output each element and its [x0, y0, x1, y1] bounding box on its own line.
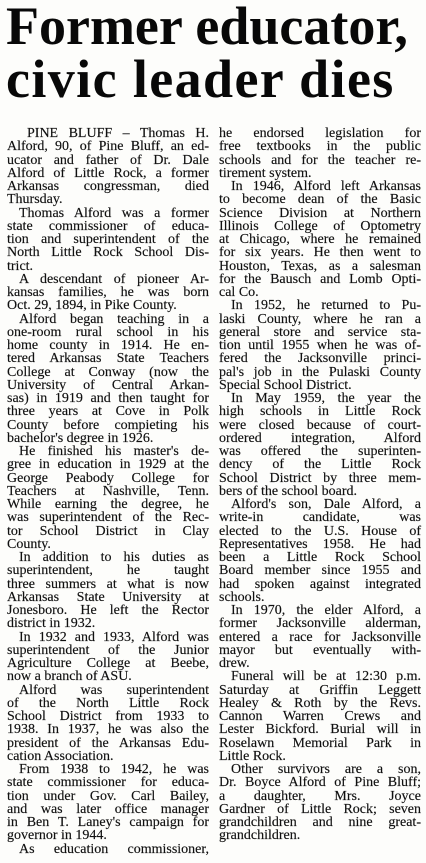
- text-line: former Jacksonville alderman,: [219, 616, 421, 632]
- text-line: Alford, 90, of Pine Bluff, an ed-: [7, 139, 209, 155]
- text-line: tor School District in Clay: [7, 523, 209, 539]
- text-line: In 1952, he returned to Pu-: [231, 298, 421, 314]
- text-line: Little Rock.: [219, 748, 286, 764]
- text-line: for six years. He then went to: [219, 245, 421, 261]
- text-line: Alford was superintendent: [19, 682, 209, 698]
- text-line: three years at Cove in Polk: [7, 404, 209, 420]
- article-column-left: [7, 127, 209, 856]
- text-line: PINE BLUFF – Thomas H.: [27, 126, 209, 141]
- text-line: Saturday at Griffin Leggett: [219, 682, 421, 698]
- text-line: In 1946, Alford left Arkansas: [231, 179, 421, 194]
- text-line: three summers at what is now: [7, 576, 209, 592]
- text-line: superintendent of the Junior: [7, 642, 209, 658]
- text-line: grandchildren.: [219, 828, 301, 844]
- text-line: College at Conway (now the: [7, 364, 209, 380]
- text-line: high schools in Little Rock: [219, 404, 421, 420]
- text-line: tered Arkansas State Teachers: [7, 351, 209, 367]
- text-line: he endorsed legislation for: [219, 126, 421, 141]
- text-line: district in 1932.: [7, 616, 96, 632]
- text-line: In addition to his duties as: [19, 550, 209, 565]
- text-line: superintendent, he taught: [7, 563, 209, 579]
- article-paragraph: [7, 273, 209, 313]
- article-paragraph: [219, 392, 421, 498]
- text-line: Agriculture College at Beebe,: [7, 656, 209, 671]
- text-line: Arkansas State University at: [7, 589, 209, 605]
- article-paragraph: [219, 763, 421, 843]
- article-paragraph: [7, 843, 209, 856]
- text-line: one-room rural school in his: [7, 324, 209, 340]
- text-line: to become dean of the Basic: [219, 192, 421, 208]
- article-paragraph: [7, 127, 209, 207]
- text-line: Alford's son, Dale Alford, a: [231, 497, 421, 512]
- text-line: Oct. 29, 1894, in Pike County.: [7, 298, 177, 314]
- text-line: pal's job in the Pulaski County: [219, 364, 421, 380]
- text-line: County.: [7, 536, 51, 552]
- text-line: bers of the school board.: [219, 483, 358, 499]
- text-line: Roselawn Memorial Park in: [219, 735, 421, 751]
- text-line: state commissioner of educa-: [7, 218, 209, 234]
- text-line: cation Association.: [7, 748, 114, 764]
- text-line: tion until 1955 when he was of-: [219, 338, 421, 353]
- text-line: Gardner of Little Rock; seven: [219, 801, 421, 817]
- text-line: been a Little Rock School: [219, 550, 421, 565]
- text-line: Thursday.: [7, 192, 63, 208]
- text-line: general store and service sta-: [219, 324, 421, 340]
- text-line: University of Central Arkan-: [7, 377, 209, 393]
- text-line: tirement system.: [219, 165, 312, 181]
- text-line: and was later office manager: [7, 801, 209, 817]
- text-line: Other survivors are a son,: [231, 762, 421, 777]
- text-line: From 1938 to 1942, he was: [19, 762, 209, 777]
- text-line: fered the Jacksonville princi-: [219, 351, 421, 367]
- text-line: write-in candidate, was: [219, 510, 421, 526]
- text-line: In May 1959, the year the: [231, 391, 421, 406]
- text-line: While earning the degree, he: [7, 497, 209, 512]
- article-body: [7, 127, 421, 856]
- text-line: kansas families, he was born: [7, 285, 209, 300]
- text-line: schools and for the teacher re-: [219, 152, 421, 168]
- text-line: 1938. In 1937, he was also the: [7, 722, 209, 738]
- text-line: A descendant of pioneer Ar-: [19, 271, 209, 287]
- text-line: mayor but eventually with-: [219, 642, 421, 658]
- text-line: elected to the U.S. House of: [219, 523, 421, 539]
- article-paragraph: [7, 207, 209, 273]
- text-line: Alford of Little Rock, a former: [7, 165, 209, 181]
- text-line: grandchildren and nine great-: [219, 815, 421, 830]
- text-line: He finished his master's de-: [19, 444, 209, 459]
- text-line: entered a race for Jacksonville: [219, 629, 421, 645]
- text-line: North Little Rock School Dis-: [7, 245, 209, 261]
- text-line: in Ben T. Laney's campaign for: [7, 815, 209, 830]
- headline-line: Former educator,: [6, 0, 408, 56]
- text-line: In 1970, the elder Alford, a: [231, 603, 421, 618]
- article-paragraph: [7, 313, 209, 446]
- text-line: Science Division at Northern: [219, 205, 421, 221]
- article-paragraph: [7, 551, 209, 631]
- text-line: had spoken against integrated: [219, 576, 421, 592]
- text-line: School District from 1933 to: [7, 709, 209, 724]
- text-line: now a branch of ASU.: [7, 669, 132, 685]
- text-line: Special School District.: [219, 377, 352, 393]
- text-line: free textbooks in the public: [219, 139, 421, 155]
- article-paragraph: [219, 670, 421, 763]
- text-line: Alford began teaching in a: [19, 311, 209, 327]
- text-line: Funeral will be at 12:30 p.m.: [231, 669, 421, 685]
- text-line: Thomas Alford was a former: [19, 205, 209, 221]
- text-line: president of the Arkansas Edu-: [7, 735, 209, 751]
- text-line: were closed because of court-: [219, 417, 421, 433]
- text-line: George Peabody College for: [7, 470, 209, 486]
- text-line: tion and superintendent of the: [7, 232, 209, 247]
- text-line: Board member since 1955 and: [219, 563, 421, 579]
- text-line: home county in 1914. He en-: [7, 338, 209, 353]
- text-line: Lester Bickford. Burial will in: [219, 722, 421, 738]
- text-line: bachelor's degree in 1926.: [7, 430, 154, 446]
- text-line: Representatives 1958. He had: [219, 536, 421, 552]
- text-line: was superintendent of the Rec-: [7, 510, 209, 526]
- text-line: Cannon Warren Crews and: [219, 709, 421, 724]
- article-paragraph: [219, 498, 421, 604]
- text-line: Teachers at Nashville, Tenn.: [7, 483, 209, 499]
- article-paragraph: [219, 604, 421, 670]
- article-paragraph: [7, 631, 209, 684]
- article-paragraph: [219, 299, 421, 392]
- text-line: School District by three mem-: [219, 470, 421, 486]
- text-line: for the Bausch and Lomb Opti-: [219, 271, 421, 287]
- text-line: schools.: [219, 589, 265, 605]
- text-line: Illinois College of Optometry: [219, 218, 421, 234]
- article-paragraph: [7, 763, 209, 843]
- text-line: sas) in 1919 and then taught for: [7, 391, 209, 406]
- text-line: state commissioner for educa-: [7, 775, 209, 791]
- text-line: Healey & Roth by the Revs.: [219, 695, 421, 711]
- text-line: Arkansas congressman, died: [7, 179, 209, 194]
- text-line: Houston, Texas, as a salesman: [219, 258, 421, 274]
- text-line: at Chicago, where he remained: [219, 232, 421, 247]
- text-line: governor in 1944.: [7, 828, 107, 844]
- text-line: Dr. Boyce Alford of Pine Bluff;: [219, 775, 421, 791]
- article-paragraph: [219, 180, 421, 299]
- text-line: dency of the Little Rock: [219, 457, 421, 473]
- text-line: laski County, where he ran a: [219, 311, 421, 327]
- text-line: Jonesboro. He left the Rector: [7, 603, 209, 618]
- article-paragraph: [7, 445, 209, 551]
- text-line: As education commissioner,: [19, 841, 209, 857]
- text-line: cal Co.: [219, 285, 259, 300]
- text-line: of the North Little Rock: [7, 695, 209, 711]
- text-line: drew.: [219, 656, 250, 671]
- headline: [6, 0, 422, 109]
- text-line: gree in education in 1929 at the: [7, 457, 209, 473]
- article-column-right: [219, 127, 421, 856]
- text-line: County before compieting his: [7, 417, 209, 433]
- text-line: tion under Gov. Carl Bailey,: [7, 788, 209, 804]
- text-line: was offered the superinten-: [219, 444, 421, 459]
- article-paragraph: [7, 684, 209, 764]
- text-line: a daughter, Mrs. Joyce: [219, 788, 421, 804]
- text-line: In 1932 and 1933, Alford was: [19, 629, 209, 645]
- article-paragraph: [219, 127, 421, 180]
- text-line: ucator and father of Dr. Dale: [7, 152, 209, 168]
- headline-line: civic leader dies: [6, 49, 395, 109]
- text-line: trict.: [7, 258, 34, 274]
- text-line: ordered integration, Alford: [219, 430, 421, 446]
